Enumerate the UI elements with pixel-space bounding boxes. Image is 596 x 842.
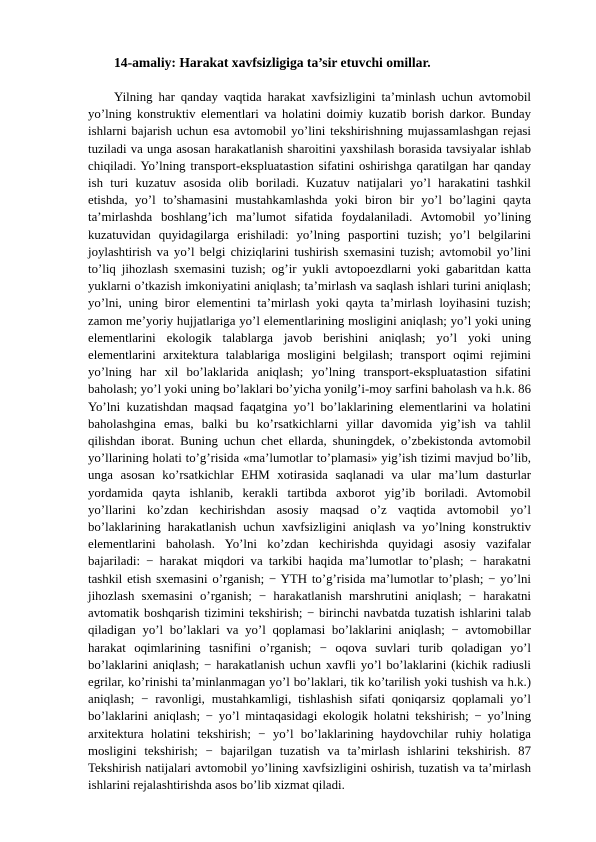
page-title: 14-amaliy: Harakat xavfsizligiga ta’sir etuvchi omillar. xyxy=(114,55,431,70)
body-paragraph: Yilning har qanday vaqtida harakat xavfsizligini ta’minlash uchun avtomobil yo’lning konstruktiv elementlari va holatini doimiy kuzatib borish darkor. Bunday ishlarni bajarish uchun esa avtomobil yo’lini tekshirishning mujassamlashgan rejasi tuziladi va unga asosan harakatlanish sharoitini yaxshilash borasida tavsiyalar ishlab chiqiladi. Yo’lning transport-ekspluatastion sifatini oshirishga qaratilgan har qanday ish turi kuzatuv asosida olib boriladi. Kuzatuv natijalari yo’l harakatini tashkil etishda, yo’l to’shamasini mustahkamlashda yoki biron bir yo’l bo’lagini qayta ta’mirlashda boshlang’ich ma’lumot sifatida foydalaniladi. Avtomobil yo’lining kuzatuvidan quyidagilarga erishiladi: yo’lning pasportini tuzish; yo’l belgilarini joylashtirish va yo’l belgi chiziqlarini tushirish sxemasini tuzish; avtomobil yo’lini to’liq jihozlash sxemasini tuzish; og’ir yukli avtopoezdlarni yoki gabaritdan katta yuklarni o’tkazish imkoniyatini aniqlash; ta’mirlash va saqlash ishlari turini aniqlash; yo’lni, uning biror elementini ta’mirlash yoki qayta ta’mirlash loyihasini tuzish; zamon me’yoriy hujjatlariga yo’l elementlarining mosligini aniqlash; yo’l yoki uning elementlarini ekologik talablarga javob berishini aniqlash; yo’l yoki uning elementlarini arxitektura talablariga mosligini belgilash; transport oqimi rejimini yo’lning har xil bo’laklarida aniqlash; yo’lning transport-ekspluatastion sifatini baholash; yo’l yoki uning bo’laklari bo’yicha yonilg’i-moy sarfini baholash va h.k. 86 Yo’lni kuzatishdan maqsad faqatgina yo’l bo’laklarining elementlarini va holatini baholashgina emas, balki bu ko’rsatkichlarni yillar davomida yig’ish va tahlil qilishdan iborat. Buning uchun chet ellarda, shuningdek, o’zbekistonda avtomobil yo’llarining holati to’g’risida «ma’lumotlar to’plamasi» yig’ish tizimi mavjud bo’lib, unga asosan ko’rsatkichlar EHM xotirasida saqlanadi va ular ma’lum dasturlar yordamida qayta ishlanib, kerakli tartibda axborot yig’ib boriladi. Avtomobil yo’llarini ko’zdan kechirishdan asosiy maqsad o’z vaqtida avtomobil yo’l bo’laklarining harakatlanish uchun xavfsizligini aniqlash va yo’lning konstruktiv elementlarini baholash. Yo’lni ko’zdan kechirishda quyidagi asosiy vazifalar bajariladi: − harakat miqdori va tarkibi haqida ma’lumotlar to’plash; − harakatni tashkil etish sxemasini o’rganish; − YTH to’g’risida ma’lumotlar to’plash; − yo’lni jihozlash sxemasini o’rganish; − harakatlanish marshrutini aniqlash; − harakatni avtomatik boshqarish tizimini tekshirish; − birinchi navbatda tuzatish ishlarini talab qiladigan yo’l bo’laklari va yo’l qoplamasi bo’laklarini aniqlash; − avtomobillar harakat oqimlarining tasnifini o’rganish; − oqova suvlari turib qoladigan yo’l bo’laklarini aniqlash; − harakatlanish uchun xavfli yo’l bo’laklarini (kichik radiusli egrilar, ko’rinishi ta’minlanmagan yo’l bo’laklari, tik ko’tarilish yoki tushish va h.k.) aniqlash; − ravonligi, mustahkamligi, tishlashish sifati qoniqarsiz qoplamali yo’l bo’laklarini aniqlash; − yo’l mintaqasidagi ekologik holatni tekshirish; − yo’lning arxitektura holatini tekshirish; − yo’l bo’laklarining haydovchilar ruhiy holatiga mosligini tekshirish; − bajarilgan tuzatish va ta’mirlash ishlarini tekshirish. 87 Tekshirish natijalari avtomobil yo’lining xavfsizligini oshirish, tuzatish va ta’mirlash ishlarini rejalashtirishda asos bo’lib xizmat qiladi. xyxy=(88,90,531,793)
document-page xyxy=(88,54,531,794)
